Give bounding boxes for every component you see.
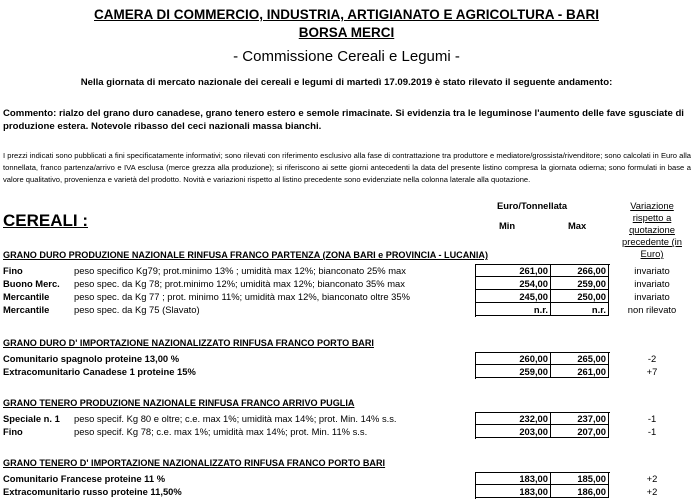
min-price: 203,00 (519, 426, 548, 437)
row-name: Fino (3, 426, 23, 437)
section-heading: GRANO TENERO PRODUZIONE NAZIONALE RINFUSA FRANCO ARRIVO PUGLIA (3, 398, 355, 408)
intro-text: Nella giornata di mercato nazionale dei cereali e legumi di martedì 17.09.2019 è stato rilevato il seguente andamento: (80, 77, 613, 88)
min-price: 183,00 (519, 486, 548, 497)
price-variation: invariato (634, 278, 670, 289)
page-subtitle: BORSA MERCI (298, 25, 395, 40)
price-variation: +7 (646, 366, 658, 377)
unit-header: Euro/Tonnellata (497, 200, 568, 211)
max-price: 207,00 (577, 426, 606, 437)
min-price: 183,00 (519, 473, 548, 484)
row-name: Extracomunitario Canadese 1 proteine 15% (3, 366, 196, 377)
row-name: Mercantile (3, 304, 50, 315)
row-name: Fino (3, 265, 23, 276)
price-variation: invariato (634, 265, 670, 276)
row-description: peso specifico Kg79; prot.minimo 13% ; umidità max 12%; bianconato 25% max (74, 265, 406, 276)
variation-sub-label: rispetto a quotazione precedente (in Euro) (622, 212, 682, 259)
row-description: peso specif. Kg 78; c.e. max 1%; umidità max 14%; prot. Min. 11% s.s. (74, 426, 368, 437)
page-title: CAMERA DI COMMERCIO, INDUSTRIA, ARTIGIANATO E AGRICOLTURA - BARI (94, 7, 599, 22)
max-price: 266,00 (577, 265, 606, 276)
section-heading: GRANO DURO PRODUZIONE NAZIONALE RINFUSA FRANCO PARTENZA (ZONA BARI e PROVINCIA - LUCANIA) (3, 250, 488, 260)
variation-header (612, 200, 692, 260)
max-price: 261,00 (577, 366, 606, 377)
commission-name: - Commissione Cereali e Legumi - (233, 48, 460, 65)
row-description: peso specif. Kg 80 e oltre; c.e. max 1%; umidità max 14%; prot. Min. 14% s.s. (74, 413, 397, 424)
row-name: Comunitario Francese proteine 11 % (3, 473, 166, 484)
disclaimer-note: I prezzi indicati sono pubblicati a fini specificatamente informativi; sono rilevati con riferimento esclusivo alla fase di contrattazione tra produttore e mediatore/grossista/rivenditore; sono calcolati in Euro alla tonnellata, franco partenza/arrivo e IVA esclusa (merce grezza alla produzione); si riferiscono ai sette giorni antecedenti la data del presente listino compresa la giornata odierna; sono formulati in base a valore qualitativo, provenienza e varietà del prodotto. Novità e variazioni rispetto al listino precedente sono evidenziate nella colonna laterale alla quotazione. (3, 151, 691, 184)
price-variation: +2 (646, 486, 658, 497)
max-price: 186,00 (577, 486, 606, 497)
min-price: 254,00 (519, 278, 548, 289)
min-price: 245,00 (519, 291, 548, 302)
min-header: Min (499, 220, 516, 231)
max-price: 265,00 (577, 353, 606, 364)
row-name: Speciale n. 1 (3, 413, 60, 424)
price-variation: invariato (634, 291, 670, 302)
row-name: Extracomunitario russo proteine 11,50% (3, 486, 182, 497)
row-name: Mercantile (3, 291, 50, 302)
min-price: 260,00 (519, 353, 548, 364)
price-variation: -2 (647, 353, 657, 364)
max-price: 185,00 (577, 473, 606, 484)
max-header: Max (568, 220, 587, 231)
max-price: 250,00 (577, 291, 606, 302)
min-price: 259,00 (519, 366, 548, 377)
max-price: 259,00 (577, 278, 606, 289)
variation-label: Variazione (630, 200, 674, 211)
min-price: 261,00 (519, 265, 548, 276)
price-variation: -1 (647, 413, 657, 424)
row-description: peso spec. da Kg 75 (Slavato) (74, 304, 200, 315)
section-heading: GRANO DURO D' IMPORTAZIONE NAZIONALIZZATO RINFUSA FRANCO PORTO BARI (3, 338, 374, 348)
min-price: n.r. (533, 304, 548, 315)
market-comment: Commento: rialzo del grano duro canadese, grano tenero estero e semole rimacinate. Si evidenzia tra le leguminose l'aumento delle fave sgusciate di produzione estera. Notevole ribasso del ceci nazionali massa bianchi. (3, 108, 684, 132)
row-name: Comunitario spagnolo proteine 13,00 % (3, 353, 180, 364)
row-description: peso spec. da Kg 77 ; prot. minimo 11%; umidità max 12%, bianconato oltre 35% (74, 291, 410, 302)
row-name: Buono Merc. (3, 278, 60, 289)
max-price: 237,00 (577, 413, 606, 424)
section-heading: GRANO TENERO D' IMPORTAZIONE NAZIONALIZZATO RINFUSA FRANCO PORTO BARI (3, 458, 386, 468)
max-price: n.r. (591, 304, 606, 315)
price-variation: -1 (647, 426, 657, 437)
row-description: peso spec. da Kg 78; prot.minimo 12%; umidità max 12%; bianconato 35% max (74, 278, 405, 289)
section-title: CEREALI : (3, 211, 88, 230)
min-price: 232,00 (519, 413, 548, 424)
price-variation: non rilevato (627, 304, 677, 315)
price-variation: +2 (646, 473, 658, 484)
